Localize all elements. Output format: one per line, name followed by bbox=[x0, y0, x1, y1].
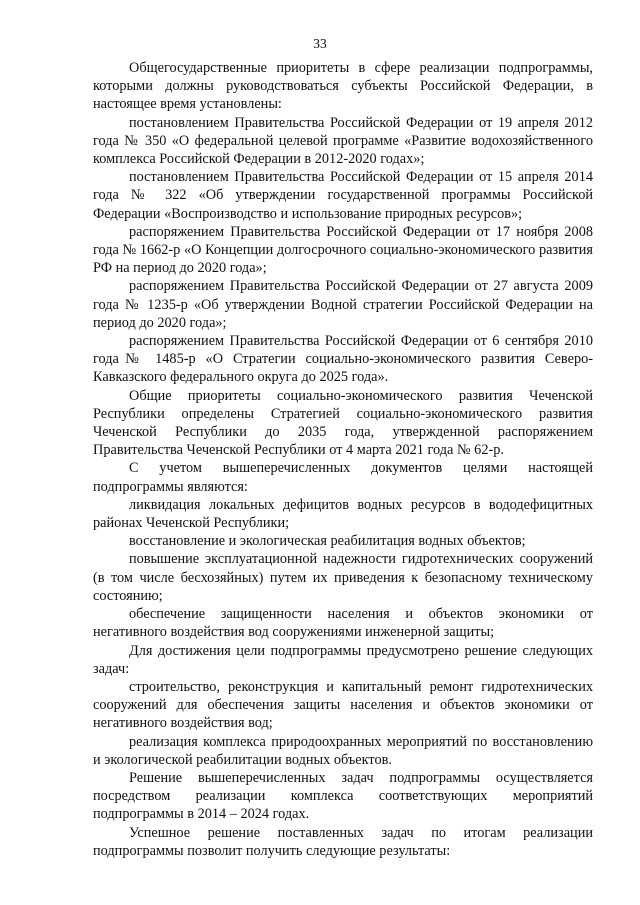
list-item-order-1662: распоряжением Правительства Российской Федерации от 17 ноября 2008 года № 1662-р «О Концепции долгосрочного социально-экономического развития РФ на период до 2020 года»; bbox=[93, 223, 593, 277]
goal-item-reliability: повышение эксплуатационной надежности гидротехнических сооружений (в том числе бесхозяйных) путем их приведения к безопасному техническому состоянию; bbox=[93, 551, 593, 604]
goals-intro-paragraph: С учетом вышеперечисленных документов целями настоящей подпрограммы являются: bbox=[93, 460, 593, 495]
document-body bbox=[93, 59, 593, 860]
list-item-decree-350: постановлением Правительства Российской Федерации от 19 апреля 2012 года № 350 «О федеральной целевой программе «Развитие водохозяйственного комплекса Российской Федерации в 2012-2020 годах»; bbox=[93, 114, 593, 168]
goal-item-deficit: ликвидация локальных дефицитов водных ресурсов в вододефицитных районах Чеченской Республики; bbox=[93, 496, 593, 532]
intro-paragraph: Общегосударственные приоритеты в сфере реализации подпрограммы, которыми должны руководствоваться субъекты Российской Федерации, в настоящее время установлены: bbox=[93, 60, 593, 113]
list-item-order-1235: распоряжением Правительства Российской Федерации от 27 августа 2009 года № 1235-р «Об утверждении Водной стратегии Российской Федерации на период до 2020 года»; bbox=[93, 278, 593, 331]
list-item-decree-322: постановлением Правительства Российской Федерации от 15 апреля 2014 года № 322 «Об утверждении государственной программы Российской Федерации «Воспроизводство и использование природных ресурсов»; bbox=[93, 169, 593, 222]
page-number: 33 bbox=[313, 36, 327, 51]
results-intro-paragraph: Успешное решение поставленных задач по итогам реализации подпрограммы позволит получить следующие результаты: bbox=[93, 824, 593, 859]
goal-item-restoration: восстановление и экологическая реабилитация водных объектов; bbox=[129, 533, 526, 550]
regional-priorities-paragraph: Общие приоритеты социально-экономического развития Чеченской Республики определены Стратегией социально-экономического развития Чеченской Республики до 2035 года, утвержденной распоряжением Правительства Чеченской Республики от 4 марта 2021 года № 62-р. bbox=[93, 387, 593, 459]
tasks-intro-paragraph: Для достижения цели подпрограммы предусмотрено решение следующих задач: bbox=[93, 642, 593, 677]
task-item-construction: строительство, реконструкция и капитальный ремонт гидротехнических сооружений для обеспечения защиты населения и объектов экономики от негативного воздействия вод; bbox=[93, 678, 593, 732]
goal-item-protection: обеспечение защищенности населения и объектов экономики от негативного воздействия вод сооружениями инженерной защиты; bbox=[93, 606, 593, 641]
implementation-paragraph: Решение вышеперечисленных задач подпрограммы осуществляется посредством реализации комплекса соответствующих мероприятий подпрограммы в 2014 – 2024 годах. bbox=[93, 769, 593, 823]
task-item-environmental: реализация комплекса природоохранных мероприятий по восстановлению и экологической реабилитации водных объектов. bbox=[93, 733, 593, 768]
list-item-order-1485: распоряжением Правительства Российской Федерации от 6 сентября 2010 года№ 1485-р «О Стратегии социально-экономического развития Северо-Кавказского федерального округа до 2025 года». bbox=[93, 333, 593, 386]
